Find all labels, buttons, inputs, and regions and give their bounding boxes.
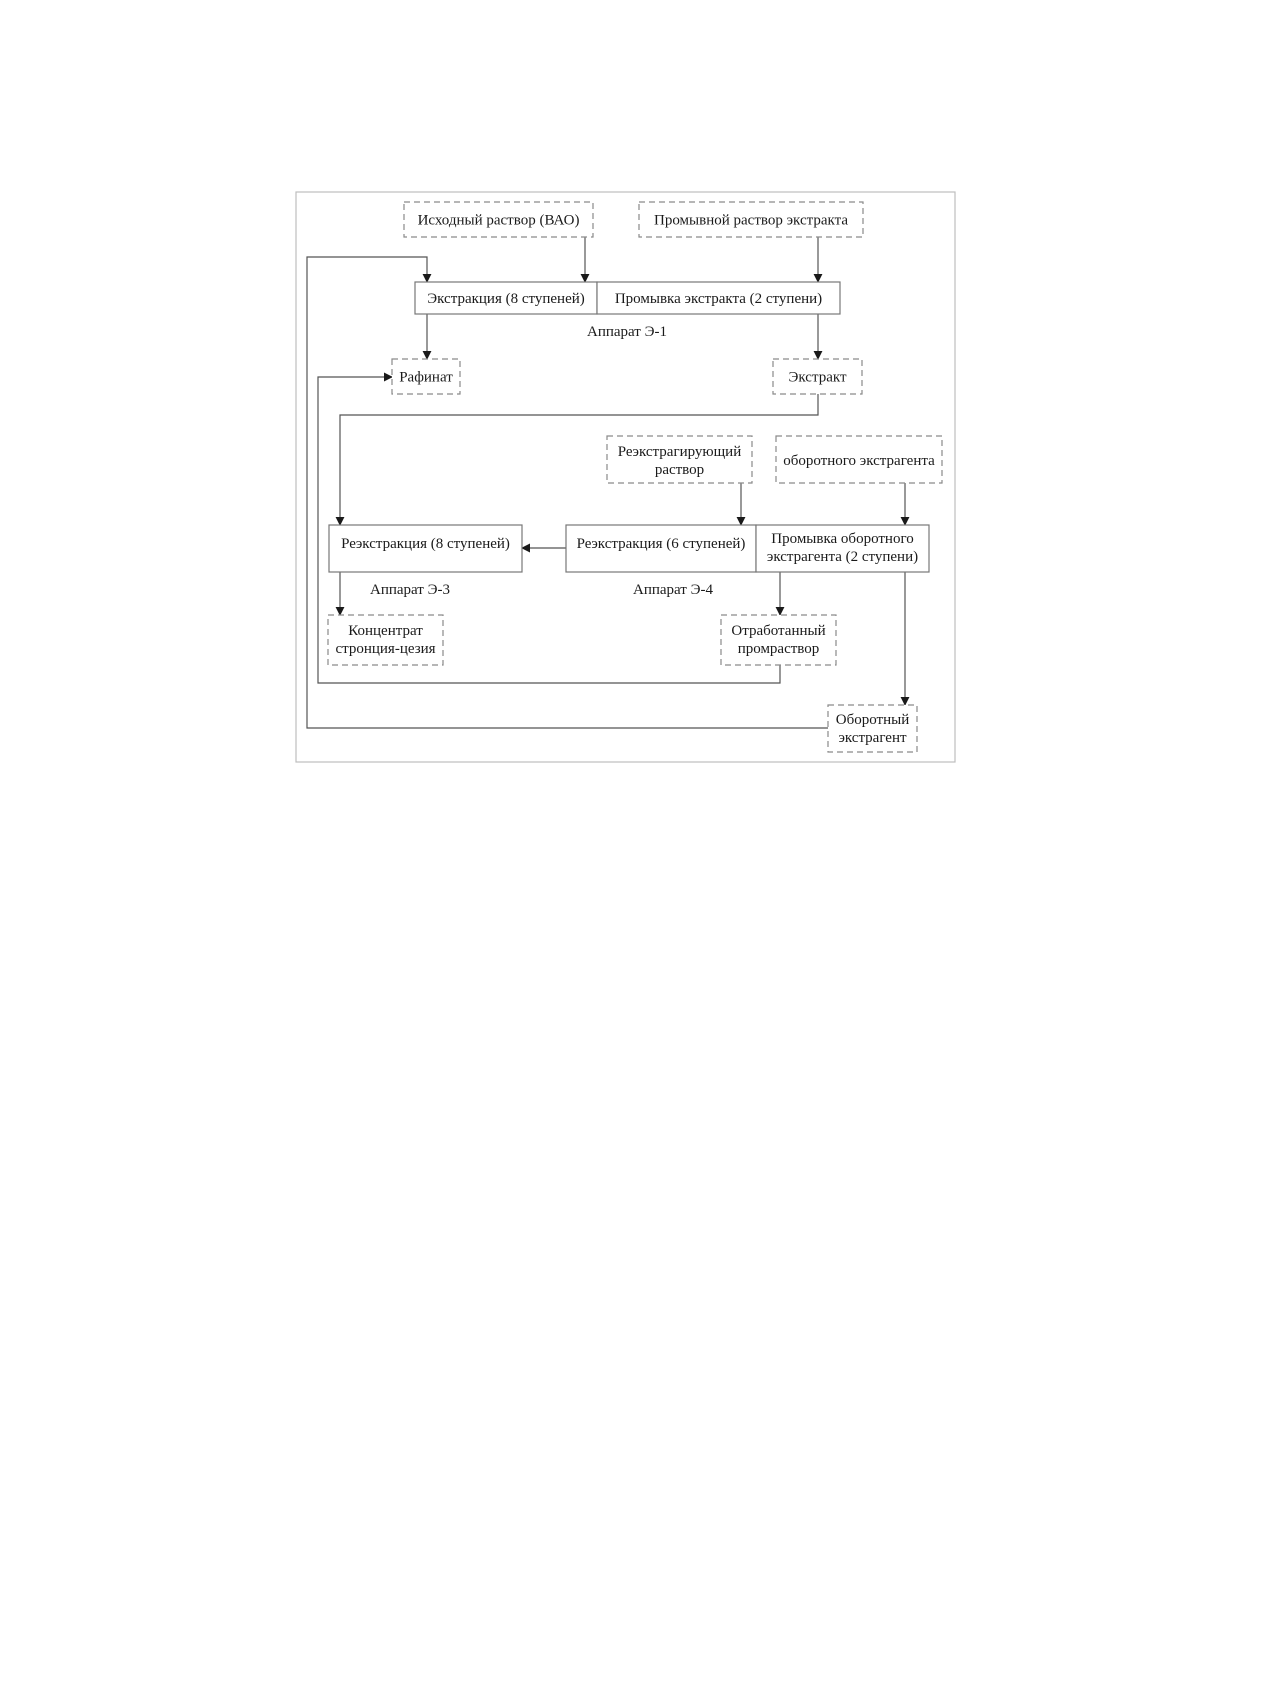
node-spent-wash-solution (721, 615, 836, 665)
node-extract-wash-solution (639, 202, 863, 237)
node-stripping-solution (607, 436, 752, 483)
apparatus-e4-label: Аппарат Э-4 (632, 582, 714, 598)
node-label-line: стронция-цезия (335, 641, 436, 657)
node-label-line: Экстракция (8 ступеней) (427, 291, 585, 307)
node-reextraction-6-stages (566, 525, 756, 572)
node-extraction-8-stages (415, 282, 597, 314)
node-feed-solution (404, 202, 593, 237)
node-extract-wash-2-stages-label (615, 291, 822, 307)
node-label-line: Экстракт (788, 369, 847, 386)
node-label-line: оборотного экстрагента (783, 453, 935, 469)
node-label-line: Промывка оборотного (771, 531, 914, 547)
node-reextraction-8-stages-label (341, 536, 510, 552)
node-label-line: Оборотный (835, 712, 910, 728)
node-extract-wash-solution-label (654, 213, 848, 229)
node-extractant-wash-2-stages (756, 525, 929, 572)
node-recycled-extractant (828, 705, 917, 752)
node-label-line: Исходный раствор (ВАО) (417, 212, 580, 229)
node-extract-label (788, 370, 846, 386)
node-raffinate (392, 359, 460, 394)
node-extract (773, 359, 862, 394)
node-recycled-extractant-feed (776, 436, 942, 483)
node-label-line: экстрагента (2 ступени) (766, 549, 919, 565)
node-extract-wash-2-stages (597, 282, 840, 314)
apparatus-e3-label: Аппарат Э-3 (369, 582, 451, 598)
node-label-line: Реэкстракция (6 ступеней) (576, 536, 746, 552)
node-label-line: Промывной раствор экстракта (654, 212, 848, 229)
node-label-line: Рафинат (399, 369, 453, 386)
node-label-line: Реэкстрагирующий (617, 444, 742, 460)
node-strontium-cesium-concentrate (328, 615, 443, 665)
node-recycled-extractant-feed-label (783, 453, 935, 469)
node-label-line: Отработанный (731, 623, 826, 639)
node-label-line: промраствор (737, 641, 820, 657)
apparatus-e1-label: Аппарат Э-1 (586, 324, 668, 340)
node-label-line: Реэкстракция (8 ступеней) (341, 536, 510, 552)
node-reextraction-8-stages (329, 525, 522, 572)
node-label-line: Промывка экстракта (2 ступени) (614, 291, 823, 307)
node-label-line: раствор (654, 462, 705, 478)
node-label-line: Концентрат (348, 623, 423, 639)
node-raffinate-label (399, 370, 453, 386)
node-feed-solution-label (418, 213, 580, 229)
node-reextraction-6-stages-label (577, 536, 746, 552)
node-extraction-8-stages-label (427, 291, 585, 307)
node-label-line: экстрагент (838, 730, 907, 746)
